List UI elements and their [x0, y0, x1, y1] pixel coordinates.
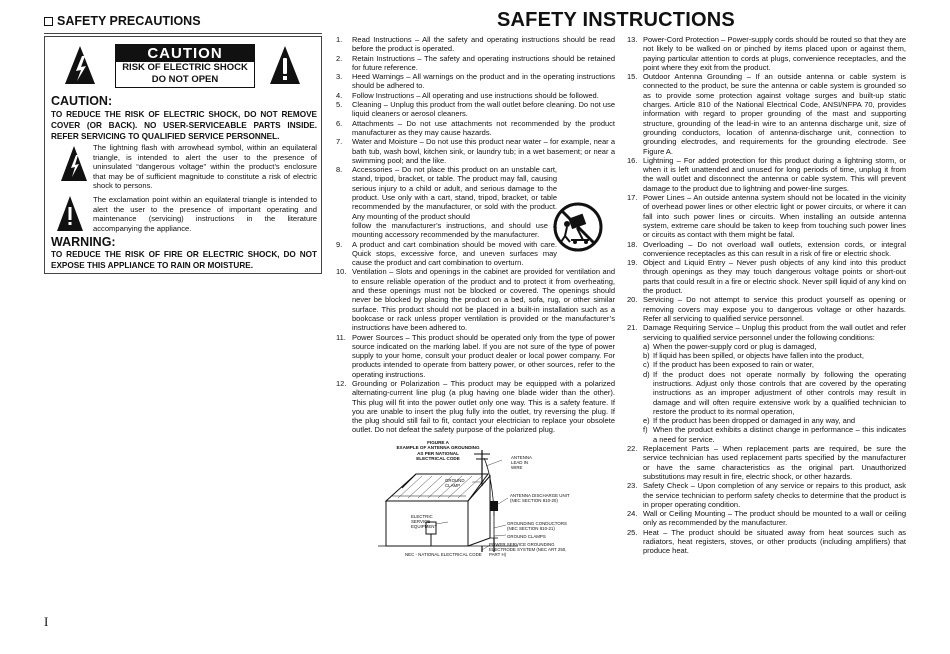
figure-antenna-lead-label: ANTENNA LEAD IN WIRE — [511, 455, 532, 471]
instruction-item — [336, 333, 615, 379]
condition-item — [627, 416, 906, 425]
instruction-number: 20. — [627, 295, 638, 305]
instruction-text: Attachments – Do not use attachments not recommended by the product manufacturer as they may cause hazards. — [352, 118, 615, 137]
figure-title-line1: FIGURE A — [427, 440, 449, 445]
instruction-number: 12. — [336, 378, 347, 388]
condition-letter: c) — [643, 360, 650, 370]
condition-text: If the product has been dropped or damaged in any way, and — [653, 416, 856, 426]
instruction-text: Power Lines – An outside antenna system should not be located in the vicinity of overhead power lines or other electric light or power circuits, or where it can fall into such power lines or circuits. When installing an outside antenna system, extreme care should be taken to keep from touching such power lines or circuits as contact with them might be fatal. — [643, 193, 906, 240]
condition-item — [627, 370, 906, 416]
condition-text: If liquid has been spilled, or objects have fallen into the product, — [653, 351, 864, 361]
condition-item — [627, 425, 906, 444]
instruction-item — [336, 35, 615, 54]
instruction-text: Read Instructions – All the safety and operating instructions should be read before the product is operated. — [352, 35, 615, 54]
condition-item — [627, 351, 906, 360]
figure-nec-label: NEC - NATIONAL ELECTRICAL CODE — [405, 552, 482, 557]
caution-label-line2: DO NOT OPEN — [151, 74, 219, 85]
instruction-number: 5. — [336, 100, 343, 110]
exclamation-symbol-icon — [56, 195, 84, 233]
instruction-item — [336, 267, 615, 332]
figure-grounding-conductors-label: GROUNDING CONDUCTORS (NEC SECTION 810-21) — [507, 521, 567, 532]
condition-letter: d) — [643, 369, 650, 379]
instruction-item — [627, 481, 906, 509]
page-number: I — [44, 614, 49, 629]
section-title: SAFETY PRECAUTIONS — [44, 14, 201, 28]
instruction-text: Servicing – Do not attempt to service this product yourself as opening or removing covers may expose you to dangerous voltage or other hazards. Refer all servicing to qualified service personnel. — [643, 295, 906, 323]
instruction-text: Heed Warnings – All warnings on the product and in the operating instructions should be adhered to. — [352, 72, 615, 91]
figure-title-line2: EXAMPLE OF ANTENNA GROUNDING — [396, 445, 480, 451]
instruction-number: 15. — [627, 72, 638, 82]
instruction-text: Damage Requiring Service – Unplug this product from the wall outlet and refer servicing to qualified service personnel under the following conditions: — [643, 323, 906, 342]
warning-heading: WARNING: — [51, 235, 116, 249]
instruction-text: Ventilation – Slots and openings in the cabinet are provided for ventilation and to ensure reliable operation of the product and to protect it from overheating, and these openings must not be blocked or covered. The openings should never be blocked by placing the product on a bed, sofa, rug, or other similar surface. This product should not be placed in a built-in installation such as a bookcase or rack unless proper ventilation is provided or the manufacturer’s instructions have been adhered to. — [352, 267, 615, 333]
instruction-number: 7. — [336, 137, 343, 147]
instruction-text: Wall or Ceiling Mounting – The product should be mounted to a wall or ceiling only as recommended by the manufacturer. — [643, 509, 906, 528]
instruction-text: Overloading – Do not overload wall outlets, extension cords, or integral convenience receptacles as this can result in a risk of fire or electric shock. — [643, 239, 906, 258]
condition-text: If the product has been exposed to rain or water, — [653, 360, 814, 370]
instruction-text: Safety Check – Upon completion of any service or repairs to this product, ask the service technician to perform safety checks to determine that the product is in proper operating condition. — [643, 481, 906, 509]
condition-text: When the power-supply cord or plug is damaged, — [653, 341, 817, 351]
instruction-number: 6. — [336, 118, 343, 128]
instruction-item — [627, 444, 906, 481]
caution-label — [115, 44, 255, 88]
condition-letter: e) — [643, 416, 650, 426]
instruction-item — [336, 54, 615, 73]
figure-ground-clamps-label: GROUND CLAMPS — [507, 534, 546, 539]
instruction-text: A product and cart combination should be moved with care. Quick stops, excessive force, and uneven surfaces may cause the product and cart combination to overturn. — [352, 239, 557, 268]
instruction-number: 2. — [336, 53, 343, 63]
instruction-number: 9. — [336, 239, 343, 249]
condition-text: When the product exhibits a distinct change in performance – this indicates a need for service. — [653, 425, 906, 444]
instruction-text: Grounding or Polarization – This product may be equipped with a polarized alternating-current line plug (a plug having one blade wider than the other). This plug will fit into the power outlet only one way. This is a safety feature. If you are unable to insert the plug fully into the outlet, try reversing the plug. If the plug should still fail to fit, contact your electrician to replace your obsolete outlet. Do not defeat the safety purpose of the polarized plug. — [352, 378, 615, 435]
instruction-number — [336, 221, 352, 240]
instruction-text: Accessories – Do not place this product on an unstable cart, stand, tripod, bracket, or table. The product may fall, causing serious injury to a child or adult, and serious damage to the product. Use only with a cart, stand, tripod, bracket, or table recommended by the manufacturer, or sold with the product. Any mounting of the product should — [352, 165, 557, 221]
instruction-number: 16. — [627, 155, 638, 165]
instruction-number: 3. — [336, 72, 343, 82]
condition-letter: b) — [643, 351, 650, 361]
instruction-text: Water and Moisture – Do not use this product near water – for example, near a bath tub, wash bowl, kitchen sink, or laundry tub; in a wet basement; or near a swimming pool; and the like. — [352, 137, 615, 165]
caution-text: TO REDUCE THE RISK OF ELECTRIC SHOCK, DO NOT REMOVE COVER (OR BACK). NO USER-SERVICEABLE PARTS INSIDE. REFER SERVICING TO QUALIFIED SERVICE PERSONNEL. — [51, 110, 317, 141]
caution-label-line1: RISK OF ELECTRIC SHOCK — [122, 62, 248, 73]
condition-letter: f) — [643, 425, 648, 435]
instruction-item — [627, 323, 906, 342]
condition-letter: a) — [643, 341, 650, 351]
figure-electrode-system-label: POWER SERVICE GROUNDING ELECTRODE SYSTEM (NEC ART 250, PART H) — [489, 542, 567, 558]
checkbox-bullet-icon — [44, 17, 53, 26]
instruction-text: Replacement Parts – When replacement parts are required, be sure the service technician has used replacement parts specified by the manufacturer or have the same characteristics as the original part. Unauthorized substitutions may result in fire, electric shock, or other hazards. — [643, 444, 906, 481]
lightning-description: The lightning flash with arrowhead symbol, within an equilateral triangle, is intended to alert the user to the presence of uninsulated “dangerous voltage” within the product’s enclosure that may be of sufficient magnitude to constitute a risk of electric shock to persons. — [93, 143, 317, 190]
instruction-item — [627, 72, 906, 156]
instruction-number: 17. — [627, 193, 638, 203]
page-title: SAFETY INSTRUCTIONS — [497, 9, 735, 31]
instruction-text: Heat – The product should be situated away from heat sources such as radiators, heat registers, stoves, or other products (including amplifiers) that produce heat. — [643, 527, 906, 556]
instruction-text: Power Sources – This product should be operated only from the type of power source indicated on the marking label. If you are not sure of the type of power supply to your home, consult your product dealer or local power company. For products intended to operate from battery power, or other sources, refer to the operating instructions. — [352, 332, 615, 379]
instruction-item — [336, 100, 615, 119]
condition-text: If the product does not operate normally by following the operating instructions. Adjust only those controls that are covered by the operating instructions as an improper adjustment of other controls may result in damage and will often require extensive work by a qualified technician to restore the product to its normal operation, — [653, 369, 906, 416]
instruction-text: Power-Cord Protection – Power-supply cords should be routed so that they are not likely to be walked on or pinched by items placed upon or against them, paying particular attention to cords at plugs, convenience receptacles, and the point where they exit from the product. — [643, 35, 906, 72]
lightning-warning-icon — [63, 44, 97, 86]
instruction-text: Outdoor Antenna Grounding – If an outside antenna or cable system is connected to the product, be sure the antenna or cable system is grounded so as to provide some protection against voltage surges and built-up static charges. Article 810 of the National Electrical Code, ANSI/NFPA 70, provides information with regard to proper grounding of the mast and supporting structure, grounding of the lead-in wire to an antenna discharge unit, size of grounding conductors, location of antenna-discharge unit, connection to grounding electrodes, and requirements for the grounding electrode. See Figure A. — [643, 72, 906, 156]
instruction-item — [627, 509, 906, 528]
instruction-number: 1. — [336, 35, 343, 44]
figure-title-line3: AS PER NATIONAL — [417, 450, 459, 456]
instruction-number: 11. — [336, 332, 346, 342]
caution-label-head: CAUTION — [116, 45, 254, 62]
condition-item — [627, 342, 906, 351]
instruction-number: 21. — [627, 323, 638, 333]
instruction-number: 8. — [336, 165, 343, 175]
instruction-number: 22. — [627, 444, 638, 454]
exclamation-warning-icon — [268, 44, 302, 86]
instruction-number: 4. — [336, 90, 343, 100]
figure-ground-clamp-label: GROUND CLAMP — [445, 478, 465, 489]
cart-tipover-warning-icon — [553, 202, 603, 252]
caution-heading: CAUTION: — [51, 94, 113, 108]
instruction-number: 13. — [627, 35, 638, 44]
instructions-column-2 — [627, 35, 906, 556]
instruction-item — [627, 193, 906, 239]
instruction-item — [336, 72, 615, 91]
instruction-number: 23. — [627, 481, 638, 491]
instruction-text: Lightning – For added protection for this product during a lightning storm, or when it is left unattended and unused for long periods of time, unplug it from the wall outlet and disconnect the antenna or cable system. This will prevent damage to the product due to lightning and power-line surges. — [643, 155, 906, 193]
figure-title — [378, 440, 498, 462]
condition-item — [627, 360, 906, 369]
warning-text: TO REDUCE THE RISK OF FIRE OR ELECTRIC SHOCK, DO NOT EXPOSE THIS APPLIANCE TO RAIN OR MOISTURE. — [51, 250, 317, 270]
exclamation-description: The exclamation point within an equilateral triangle is intended to alert the user to the presence of important operating and maintenance (servicing) instructions in the literature accompanying the appliance. — [93, 195, 317, 233]
instruction-item — [627, 258, 906, 295]
instruction-item — [627, 35, 906, 72]
instruction-text: Cleaning – Unplug this product from the wall outlet before cleaning. Do not use liquid cleaners or aerosol cleaners. — [352, 100, 615, 119]
figure-discharge-unit-label: ANTENNA DISCHARGE UNIT (NEC SECTION 810-20) — [510, 493, 570, 504]
instruction-number: 19. — [627, 258, 638, 268]
instruction-item — [627, 295, 906, 323]
instruction-number: 10. — [336, 267, 347, 277]
instruction-number: 25. — [627, 527, 638, 537]
instruction-item — [336, 137, 615, 165]
instruction-item — [336, 91, 615, 100]
section-divider — [44, 33, 322, 34]
instruction-number: 18. — [627, 239, 638, 249]
instruction-text: Retain Instructions – The safety and operating instructions should be retained for future reference. — [352, 53, 615, 72]
instruction-item — [336, 119, 615, 138]
instruction-item — [627, 240, 906, 259]
lightning-symbol-icon — [60, 145, 88, 183]
instruction-number: 24. — [627, 509, 638, 519]
instruction-text: follow the manufacturer’s instructions, and should use a mounting accessory recommended by the manufacturer. — [352, 220, 557, 240]
instruction-item — [627, 528, 906, 556]
instruction-text: Follow Instructions – All operating and use instructions should be followed. — [352, 90, 599, 100]
instruction-item — [336, 379, 615, 435]
instruction-text: Object and Liquid Entry – Never push objects of any kind into this product through openings as they may touch dangerous voltage points or short-out parts that could result in a fire or electric shock. Never spill liquid of any kind on the product. — [643, 258, 906, 296]
instruction-item — [627, 156, 906, 193]
figure-service-equipment-label: ELECTRIC SERVICE EQUIPMENT — [411, 514, 438, 530]
figure-title-line4: ELECTRICAL CODE — [416, 456, 460, 462]
